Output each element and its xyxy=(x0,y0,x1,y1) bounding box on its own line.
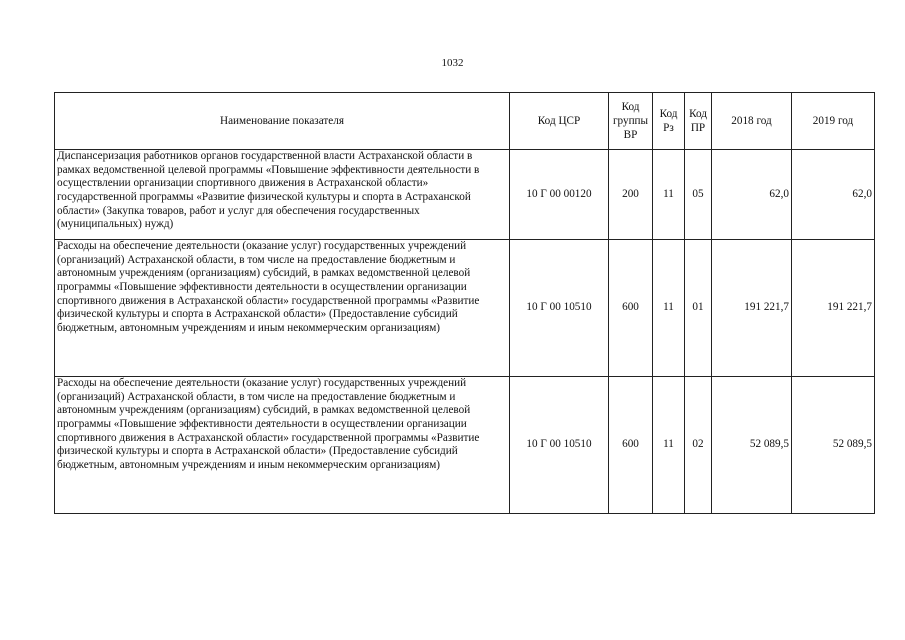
header-2019: 2019 год xyxy=(792,93,875,150)
row-name: Расходы на обеспечение деятельности (оказание услуг) государственных учреждений (организаций) Астраханской области, в том числе на предоставление бюджетным и автономным учреждениям (организациям) субсидий, в рамках ведомственной целевой программы «Повышение эффективности деятельности в осуществлении организации спортивного движения в Астраханской области» государственной программы «Развитие физической культуры и спорта в Астраханской области» (Предоставление субсидий бюджетным, автономным учреждениям и иным некоммерческим организациям) xyxy=(55,377,510,514)
header-2018: 2018 год xyxy=(712,93,792,150)
table-row xyxy=(55,377,875,514)
row-2018: 191 221,7 xyxy=(712,240,792,377)
row-2019: 62,0 xyxy=(792,150,875,240)
table-row xyxy=(55,240,875,377)
row-2018: 62,0 xyxy=(712,150,792,240)
row-2018: 52 089,5 xyxy=(712,377,792,514)
budget-table xyxy=(54,92,875,514)
row-csr: 10 Г 00 10510 xyxy=(510,377,609,514)
row-csr: 10 Г 00 10510 xyxy=(510,240,609,377)
header-name: Наименование показателя xyxy=(55,93,510,150)
row-pr: 02 xyxy=(685,377,712,514)
header-vr: Код группы ВР xyxy=(609,93,653,150)
header-pr: Код ПР xyxy=(685,93,712,150)
page-number: 1032 xyxy=(441,57,464,69)
table-row xyxy=(55,150,875,240)
row-2019: 191 221,7 xyxy=(792,240,875,377)
header-csr: Код ЦСР xyxy=(510,93,609,150)
row-name: Расходы на обеспечение деятельности (оказание услуг) государственных учреждений (организаций) Астраханской области, в том числе на предоставление бюджетным и автономным учреждениям (организациям) субсидий, в рамках ведомственной целевой программы «Повышение эффективности деятельности в осуществлении организации спортивного движения в Астраханской области» государственной программы «Развитие физической культуры и спорта в Астраханской области» (Предоставление субсидий бюджетным, автономным учреждениям и иным некоммерческим организациям) xyxy=(55,240,510,377)
row-pr: 05 xyxy=(685,150,712,240)
row-pr: 01 xyxy=(685,240,712,377)
row-rz: 11 xyxy=(653,377,685,514)
row-vr: 600 xyxy=(609,240,653,377)
header-rz: Код Рз xyxy=(653,93,685,150)
row-rz: 11 xyxy=(653,150,685,240)
row-name: Диспансеризация работников органов государственной власти Астраханской области в рамках ведомственной целевой программы «Повышение эффективности деятельности в осуществлении организации спортивного движения в Астраханской области» государственной программы «Развитие физической культуры и спорта в Астраханской области» (Закупка товаров, работ и услуг для обеспечения государственных (муниципальных) нужд) xyxy=(55,150,510,240)
row-vr: 600 xyxy=(609,377,653,514)
table-header-row xyxy=(55,93,875,150)
row-csr: 10 Г 00 00120 xyxy=(510,150,609,240)
row-rz: 11 xyxy=(653,240,685,377)
row-vr: 200 xyxy=(609,150,653,240)
row-2019: 52 089,5 xyxy=(792,377,875,514)
